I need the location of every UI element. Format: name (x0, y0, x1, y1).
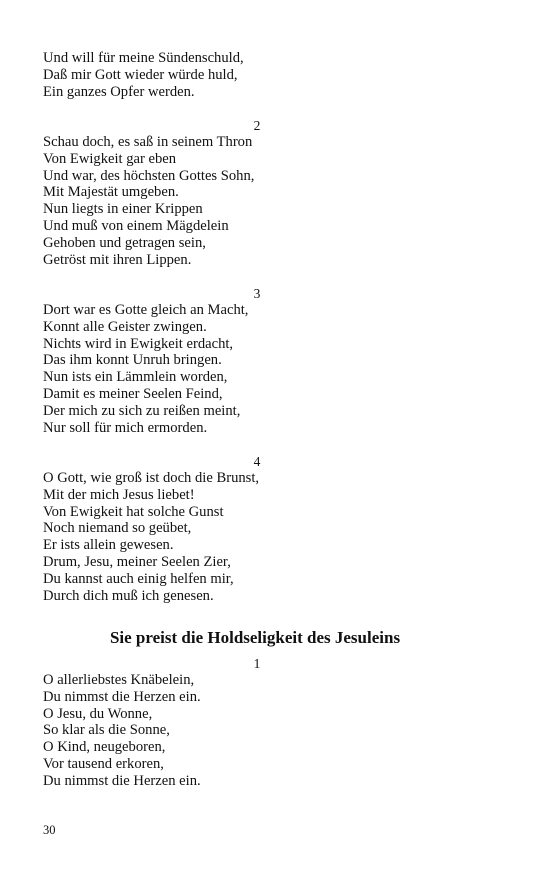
verse-line: Schau doch, es saß in seinem Thron (43, 134, 253, 150)
verse-line: Nur soll für mich ermorden. (43, 419, 208, 436)
verse-line: Er ists allein gewesen. (43, 537, 174, 554)
verse-line: Und war, des höchsten Gottes Sohn, (43, 167, 255, 184)
verse-line: Mit Majestät umgeben. (43, 184, 179, 201)
page-number: 30 (43, 823, 56, 837)
verse-line: Mit der mich Jesus liebet! (43, 486, 195, 503)
verse-line: Dort war es Gotte gleich an Macht, (43, 302, 249, 318)
verse-line: Vor tausend erkoren, (43, 755, 164, 772)
verse-line: Der mich zu sich zu reißen meint, (43, 402, 241, 419)
verse-line: O Jesu, du Wonne, (43, 705, 153, 722)
stanza-number: 3 (253, 286, 261, 301)
verse-line: Nun liegts in einer Krippen (43, 201, 203, 218)
new-poem-stanza-1 (43, 672, 473, 790)
verse-line: Du nimmst die Herzen ein. (43, 688, 201, 705)
verse-line: O Gott, wie groß ist doch die Brunst, (43, 470, 260, 486)
verse-line: Von Ewigkeit hat solche Gunst (43, 503, 224, 520)
verse-line: Das ihm konnt Unruh bringen. (43, 352, 222, 369)
stanza-4 (43, 470, 473, 604)
stanza-number: 1 (253, 656, 261, 671)
verse-line: Du kannst auch einig helfen mir, (43, 570, 234, 587)
verse-line: Konnt alle Geister zwingen. (43, 318, 207, 335)
verse-line: Daß mir Gott wieder würde huld, (43, 66, 238, 83)
verse-line: Nichts wird in Ewigkeit erdacht, (43, 335, 234, 352)
stanza-continued (43, 50, 473, 100)
verse-line: Und will für meine Sündenschuld, (43, 50, 244, 66)
verse-line: Nun ists ein Lämmlein worden, (43, 369, 228, 386)
stanza-3 (43, 302, 473, 436)
verse-line: Du nimmst die Herzen ein. (43, 772, 201, 789)
stanza-number: 4 (253, 454, 261, 469)
verse-line: O allerliebstes Knäbelein, (43, 672, 195, 688)
verse-line: Ein ganzes Opfer werden. (43, 83, 195, 100)
verse-line: Damit es meiner Seelen Feind, (43, 385, 223, 402)
verse-line: Getröst mit ihren Lippen. (43, 251, 192, 268)
verse-line: O Kind, neugeboren, (43, 739, 166, 756)
verse-line: Von Ewigkeit gar eben (43, 150, 177, 167)
verse-line: Gehoben und getragen sein, (43, 234, 206, 251)
verse-line: Durch dich muß ich genesen. (43, 587, 214, 604)
verse-line: Drum, Jesu, meiner Seelen Zier, (43, 553, 231, 570)
stanza-number: 2 (253, 118, 261, 133)
verse-line: So klar als die Sonne, (43, 722, 170, 739)
verse-line: Noch niemand so geübet, (43, 520, 192, 537)
verse-line: Und muß von einem Mägdelein (43, 217, 229, 234)
stanza-2 (43, 134, 473, 268)
poem-title: Sie preist die Holdseligkeit des Jesuleins (109, 628, 401, 647)
